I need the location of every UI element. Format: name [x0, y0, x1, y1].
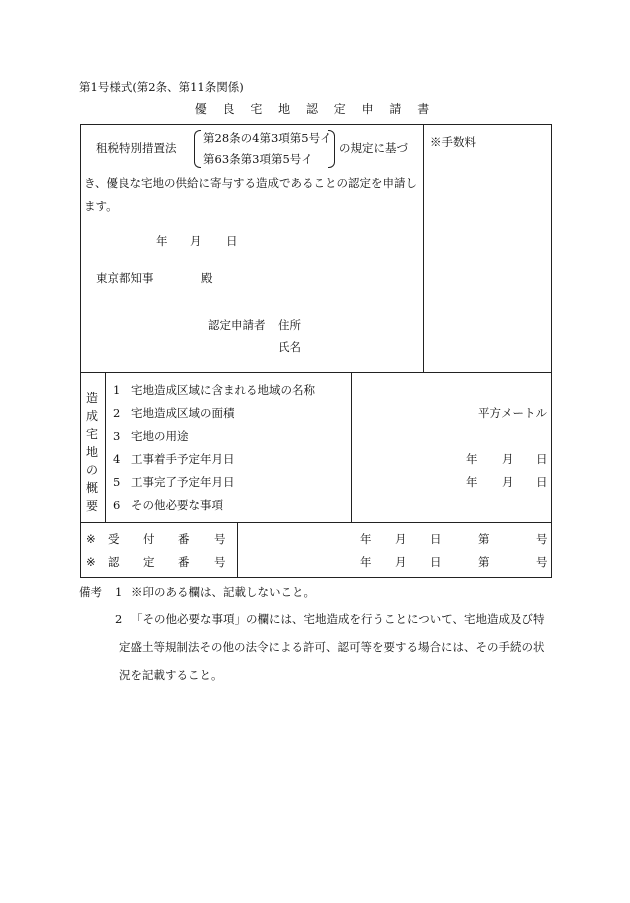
certification-label-char: 認 [108, 555, 120, 569]
overview-item-no: 4 [113, 452, 121, 466]
overview-item-no: 5 [113, 475, 121, 489]
note-2-text-line-2: 定盛土等規制法その他の法令による許可、認可等を要する場合には、その手続の状 [119, 640, 545, 654]
address-label: 住所 [278, 318, 301, 332]
date-month-label: 月 [190, 234, 202, 248]
name-label: 氏名 [278, 340, 301, 354]
addressee: 東京都知事 [96, 271, 154, 285]
receipt-month-label: 月 [395, 532, 407, 546]
article-option-2: 第63条第3項第5号イ [203, 152, 313, 166]
notes-label: 備考 [79, 585, 102, 599]
receipt-day-label: 日 [430, 532, 442, 546]
overview-item-label: 工事着手予定年月日 [131, 452, 235, 466]
divider-overview-values [351, 372, 352, 522]
application-text-line-3: ます。 [84, 199, 118, 213]
overview-item-label: 宅地の用途 [131, 429, 189, 443]
certification-year-label: 年 [360, 555, 372, 569]
overview-item-label: 宅地造成区域に含まれる地域の名称 [131, 383, 315, 397]
receipt-dai-label: 第 [478, 532, 490, 546]
note-1-text: ※印のある欄は、記載しないこと。 [131, 585, 315, 599]
document-title: 優 良 宅 地 認 定 申 請 書 [194, 102, 436, 116]
applicant-label: 認定申請者 [208, 318, 266, 332]
office-mark: ※ [86, 532, 96, 546]
overview-item-no: 2 [113, 406, 121, 420]
divider-office-use [237, 522, 238, 578]
certification-month-label: 月 [395, 555, 407, 569]
receipt-year-label: 年 [360, 532, 372, 546]
certification-label-char: 番 [178, 555, 190, 569]
bracket-right [328, 130, 335, 168]
divider-fee-column [423, 124, 424, 372]
receipt-label-char: 受 [108, 532, 120, 546]
form-number-label: 第1号様式(第2条、第11条関係) [79, 80, 244, 94]
office-mark: ※ [86, 555, 96, 569]
overview-item-no: 6 [113, 498, 121, 512]
start-month-label: 月 [502, 452, 514, 466]
receipt-label-char: 付 [143, 532, 155, 546]
overview-item-label: その他必要な事項 [131, 498, 223, 512]
start-day-label: 日 [536, 452, 548, 466]
note-2-number: 2 [115, 612, 123, 626]
bracket-left [194, 130, 201, 168]
overview-vertical-label: 造 成 宅 地 の 概 要 [86, 391, 99, 513]
receipt-label-char: 号 [214, 532, 226, 546]
text-after-bracket: の規定に基づ [339, 141, 408, 155]
end-year-label: 年 [466, 475, 478, 489]
honorific: 殿 [201, 271, 213, 285]
divider-overview-section [80, 522, 552, 523]
overview-item-label: 工事完了予定年月日 [131, 475, 235, 489]
date-day-label: 日 [226, 234, 238, 248]
overview-item-no: 3 [113, 429, 121, 443]
end-month-label: 月 [502, 475, 514, 489]
divider-overview-label [105, 372, 106, 522]
certification-day-label: 日 [430, 555, 442, 569]
receipt-label-char: 番 [178, 532, 190, 546]
law-name: 租税特別措置法 [96, 141, 177, 155]
note-1-number: 1 [115, 585, 123, 599]
certification-dai-label: 第 [478, 555, 490, 569]
end-day-label: 日 [536, 475, 548, 489]
start-year-label: 年 [466, 452, 478, 466]
receipt-go-label: 号 [536, 532, 548, 546]
certification-label-char: 定 [143, 555, 155, 569]
area-unit: 平方メートル [478, 406, 547, 420]
divider-top-section [80, 372, 552, 373]
application-text-line-2: き、優良な宅地の供給に寄与する造成であることの認定を申請し [84, 176, 418, 190]
fee-label: ※手数料 [430, 135, 476, 149]
date-year-label: 年 [156, 234, 168, 248]
certification-label-char: 号 [214, 555, 226, 569]
article-option-1: 第28条の4第3項第5号イ [203, 131, 332, 145]
overview-item-no: 1 [113, 383, 121, 397]
overview-item-label: 宅地造成区域の面積 [131, 406, 235, 420]
note-2-text-line-3: 況を記載すること。 [119, 668, 223, 682]
note-2-text-line-1: 「その他必要な事項」の欄には、宅地造成を行うことについて、宅地造成及び特 [131, 612, 545, 626]
certification-go-label: 号 [536, 555, 548, 569]
